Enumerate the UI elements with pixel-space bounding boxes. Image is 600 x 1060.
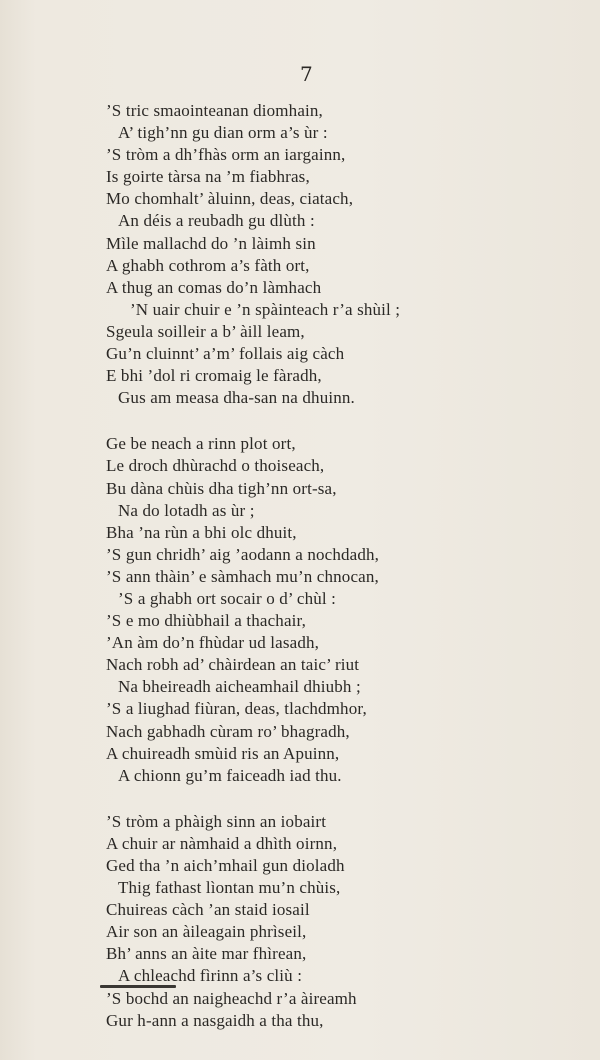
poem-line: Air son an àileagain phrìseil, (106, 922, 307, 942)
poem-line: ’S tròm a phàigh sinn an iobairt (106, 811, 327, 831)
poem-line: ’S gun chridh’ aig ’aodann a nochdadh, (106, 544, 380, 564)
poem-line: Chuireas càch ’an staid iosail (106, 900, 310, 920)
poem-line: ’S bochd an naigheachd r’a àireamh (106, 988, 357, 1008)
poem-line: E bhi ’dol ri cromaig le fàradh, (106, 366, 322, 386)
poem-line: Gu’n cluinnt’ a’m’ follais aig càch (106, 344, 345, 364)
poem-line: An déis a reubadh gu dlùth : (118, 211, 315, 231)
page-number: 7 (300, 62, 313, 86)
poem-line: Is goirte tàrsa na ’m fiabhras, (106, 167, 310, 187)
poem-line: Le droch dhùrachd o thoiseach, (106, 456, 325, 476)
poem-line: ’S e mo dhiùbhail a thachair, (106, 611, 307, 631)
poem-line: A chleachd fìrinn a’s cliù : (118, 966, 303, 986)
poem-line: A chionn gu’m faiceadh iad thu. (118, 765, 342, 785)
poem-line: Ged tha ’n aich’mhail gun dioladh (106, 856, 345, 875)
stanza (102, 811, 522, 1032)
end-rule (100, 985, 176, 988)
poem-line: Na do lotadh as ùr ; (118, 500, 255, 520)
poem-line: A’ tigh’nn gu dian orm a’s ùr : (118, 123, 328, 143)
poem-line: Nach robh ad’ chàirdean an taic’ riut (106, 655, 360, 675)
poem-line: Ge be neach a rinn plot ort, (106, 434, 296, 454)
poem-line: Thig fathast lìontan mu’n chùis, (118, 878, 341, 898)
poem-line: ’S tric smaointeanan diomhain, (106, 101, 323, 120)
poem-line: A chuir ar nàmhaid a dhìth oirnn, (106, 833, 338, 853)
poem-line: ’An àm do’n fhùdar ud lasadh, (106, 633, 320, 653)
poem (102, 100, 522, 1032)
poem-line: Gur h-ann a nasgaidh a tha thu, (106, 1010, 324, 1030)
poem-line: A thug an comas do’n làmhach (106, 277, 322, 297)
poem-line: A ghabh cothrom a’s fàth ort, (106, 255, 310, 275)
poem-line: Bh’ anns an àite mar fhìrean, (106, 944, 307, 964)
stanza (102, 433, 522, 787)
poem-line: Gus am measa dha-san na dhuinn. (118, 388, 355, 408)
poem-line: Mìle mallachd do ’n làimh sin (106, 233, 316, 253)
poem-line: ’S a ghabh ort socair o d’ chùl : (118, 588, 337, 608)
poem-line: Sgeula soilleir a b’ àill leam, (106, 321, 305, 341)
poem-line: ’S a liughad fiùran, deas, tlachdmhor, (106, 699, 367, 719)
poem-line: Mo chomhalt’ àluinn, deas, ciatach, (106, 189, 354, 209)
poem-line: A chuireadh smùid ris an Apuinn, (106, 743, 340, 763)
poem-line: ’N uair chuir e ’n spàinteach r’a shùil ; (130, 299, 401, 319)
poem-line: Na bheireadh aicheamhail dhiubh ; (118, 677, 361, 697)
poem-line: ’S tròm a dh’fhàs orm an iargainn, (106, 145, 346, 165)
poem-line: ’S ann thàin’ e sàmhach mu’n chnocan, (106, 566, 379, 586)
poem-line: Bu dàna chùis dha tigh’nn ort-sa, (106, 478, 337, 498)
poem-line: Bha ’na rùn a bhi olc dhuit, (106, 522, 297, 542)
stanza (102, 100, 522, 409)
poem-line: Nach gabhadh cùram ro’ bhagradh, (106, 721, 350, 741)
